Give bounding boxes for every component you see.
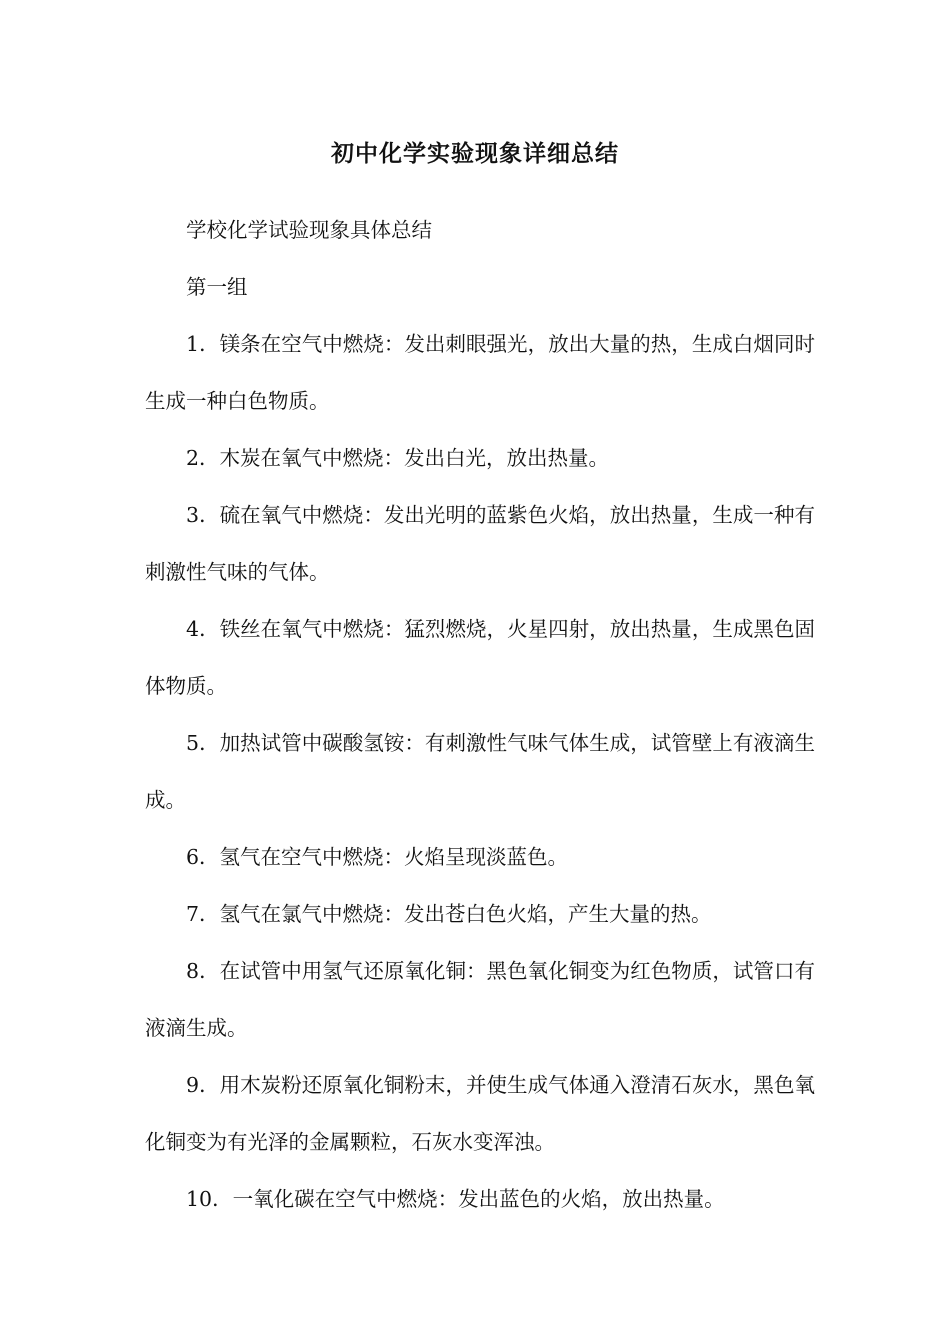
paragraph-item-1: 1．镁条在空气中燃烧：发出刺眼强光，放出大量的热，生成白烟同时生成一种白色物质。 [145,332,815,413]
paragraph-item-6: 6．氢气在空气中燃烧：火焰呈现淡蓝色。 [186,845,569,869]
paragraph-item-8: 8．在试管中用氢气还原氧化铜：黑色氧化铜变为红色物质，试管口有液滴生成。 [145,959,815,1040]
paragraph-item-7: 7．氢气在氯气中燃烧：发出苍白色火焰，产生大量的热。 [186,902,712,926]
document-body [145,202,815,1228]
paragraph-group-heading: 第一组 [186,275,248,299]
document-title: 初中化学实验现象详细总结 [331,140,619,167]
paragraph-item-5: 5．加热试管中碳酸氢铵：有刺激性气味气体生成，试管壁上有液滴生成。 [145,731,815,812]
paragraph-item-4: 4．铁丝在氧气中燃烧：猛烈燃烧，火星四射，放出热量，生成黑色固体物质。 [145,617,815,698]
paragraph-item-2: 2．木炭在氧气中燃烧：发出白光，放出热量。 [186,446,610,470]
paragraph-subtitle: 学校化学试验现象具体总结 [186,218,432,242]
paragraph-item-9: 9．用木炭粉还原氧化铜粉末，并使生成气体通入澄清石灰水，黑色氧化铜变为有光泽的金属颗粒，石灰水变浑浊。 [145,1073,815,1154]
paragraph-item-3: 3．硫在氧气中燃烧：发出光明的蓝紫色火焰，放出热量，生成一种有刺激性气味的气体。 [145,503,815,584]
paragraph-item-10: 10．一氧化碳在空气中燃烧：发出蓝色的火焰，放出热量。 [186,1187,725,1211]
